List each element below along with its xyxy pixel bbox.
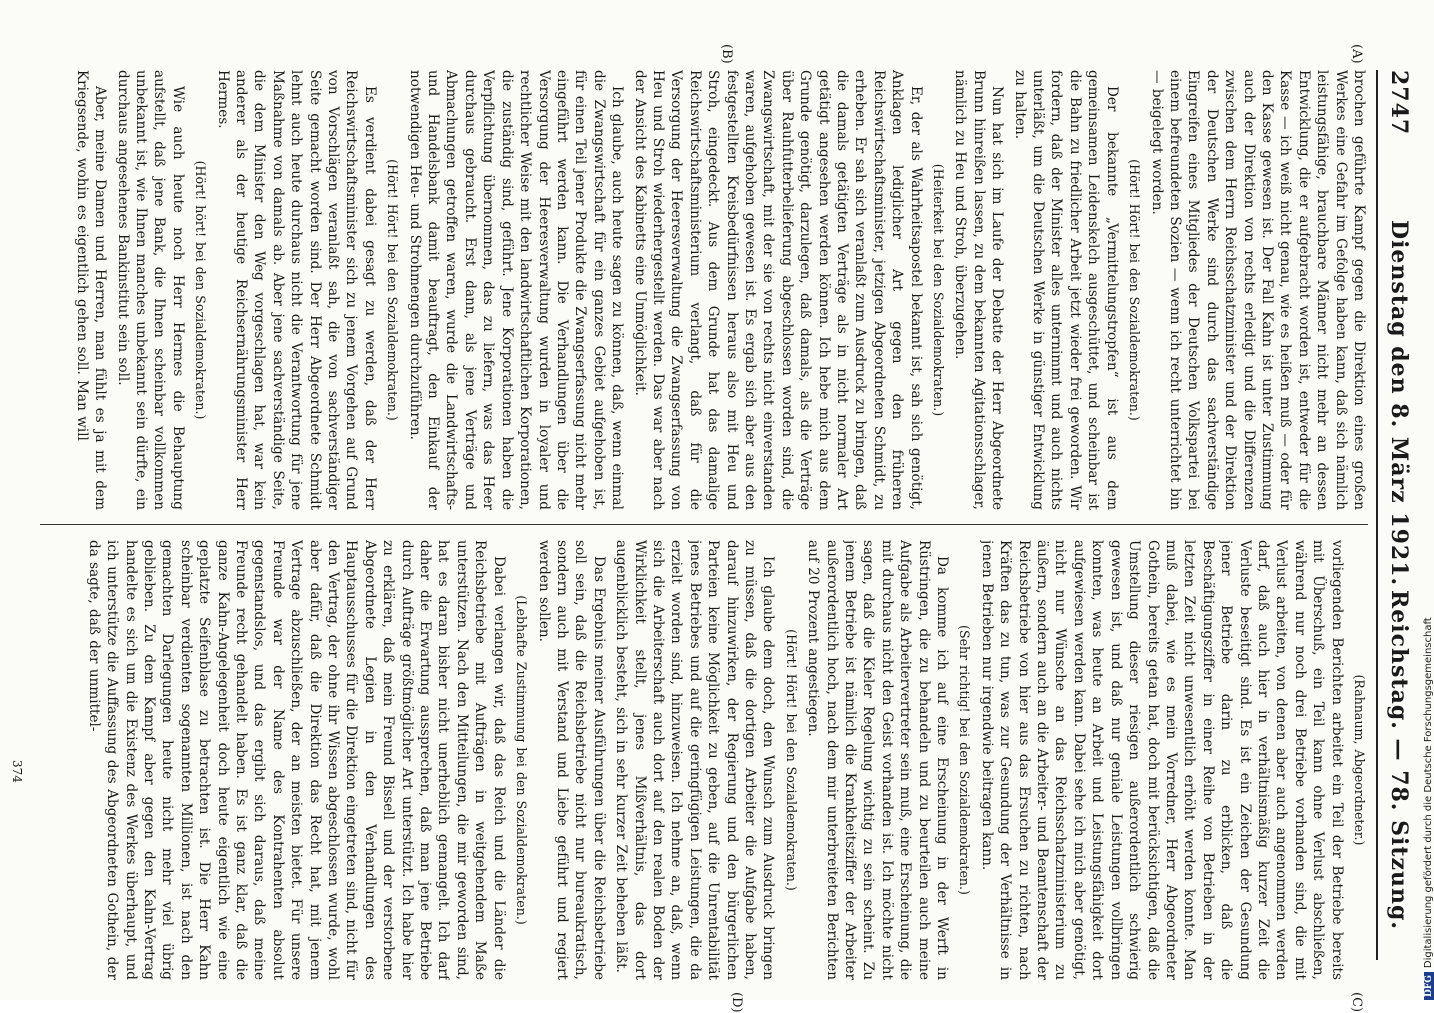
digitization-credit [1416,300,1434,1000]
speaker-label: (Rahnaum, Abgeordneter.) [1352,674,1367,846]
interjection: (Lebhafte Zustimmung bei den Sozialdemokraten.) [514,595,530,925]
header-title: Reichstag. — 78. Sitzung. [1386,590,1412,931]
interjection: (Sehr richtig! bei den Sozialdemokraten.) [957,625,973,895]
column-divider [40,524,1368,525]
dfg-logo-icon: DFG [1424,972,1434,1000]
column-second [30,540,1368,980]
paragraph: Ich glaube dem doch, den Wunsch zum Ausdruck bringen zu müssen, daß die dortigen Arbeiter die Aufgabe haben, darauf hinzuwirken, der Regierung und den bürgerlichen Parteien keine Möglichkeit zu geben, auf die Unrentabilität jenes Betriebes und auf die geringfügigen Leistungen, die da erzielt worden sind, hinzuweisen. Ich nehme an, daß, wenn sich die Arbeiterschaft auch dort auf den realen Boden der Wirklichkeit stellt, jenes Mißverhältnis, das dort augenblicklich besteht, sich in sehr kurzer Zeit beheben läßt. [613,540,777,980]
interjection: (Hört! Hört! bei den Sozialdemokraten.) [783,629,799,891]
paragraph: Nun hat sich im Laufe der Debatte der Herr Abgeordnete Brunn hinreißen lassen, zu dem bekannten Agitationsschlager, nämlich zu Heu und Stroh, überzugehen. [952,70,1006,510]
margin-marker-a: (A) [1349,44,1364,64]
interjection: (Hört! hört! bei den Sozialdemokraten.) [193,160,209,420]
paragraph: Da komme ich auf eine Erscheinung in der Werft in Rüstringen, die zu behandeln und zu beurteilen auch meine Aufgabe als Arbeitervertreter sein muß, eine Erscheinung, die mit durchaus nicht den Geist vorhanden ist. Ich möchte nicht sagen, daß die Kieler Regelung wichtig zu sein scheint. Zu jenem Betriebe ist nämlich die Krankheitsziffer der Arbeiter außerordentlich hoch, nach dem mir unterbreiteten Berichten auf 20 Prozent angestiegen. [805,540,951,980]
column-first [30,70,1368,510]
paragraph: Er, der als Wahrheitsapostel bekannt ist, sah sich genötigt, Anklagen lediglicher Art gegen den früheren Reichswirtschaftsminister, jetzigen Abgeordneten Schmidt, zu erheben. Er sah sich veranlaßt zum Ausdruck zu bringen, daß die damals getätigten Verträge als in nicht normaler Art getätigt angesehen werden können. Ich hebe mich aus dem Grunde genötigt, darzulegen, daß damals, als die Verträge über Rauhfutterbelieferung abgeschlossen worden sind, die Zwangswirtschaft, mit der sie von rechts nicht einverstanden waren, aufgehoben gewesen ist. Es ergab sich aber aus den festgestellten Kreisbedürfnissen heraus also mit Heu und Stroh, eingedeckt. Aus dem Grunde hat das damalige Reichswirtschaftsministerium verlangt, daß für die Versorgung der Heeresverwaltung die Zwangserfassung von Heu und Stroh wiederhergestellt werden. Das war aber nach der Ansicht des Kabinetts eine Unmöglichkeit. [631,70,924,510]
interjection: (Heiterkeit bei den Sozialdemokraten.) [931,163,947,417]
page-number-left: 2747 [1386,70,1412,136]
margin-marker-d: (D) [729,992,744,1013]
header-rule [1376,70,1378,960]
paragraph: Der bekannte „Vermittelungstropfen“ ist aus dem gemeinsamen Leidenskelch ausgeschüttet, und scheinbar ist die Bahn zu friedlicher Arbeit jetzt wieder frei geworden. Wir fordern, daß der Minister alles unternimmt und auch nichts unterläßt, um die Deutschen Werke in günstiger Entwicklung zu halten. [1011,70,1120,510]
margin-marker-b: (B) [719,44,734,64]
paragraph: Wie auch heute noch Herr Hermes die Behauptung aufstellt, daß jene Bank, die Ihnen scheinbar vollkommen unbekannt ist, wie Ihnen manches unbekannt sein dürfte, ein durchaus angesehenes Bankinstitut sein soll. [114,70,186,510]
header-date: Dienstag den 8. März 1921. [1386,220,1412,587]
paragraph: brochen geführte Kampf gegen die Direktion eines großen Werkes eine Gefahr im Gefolge haben kann, daß sich nämlich leistungsfähige, brauchbare Männer nicht mehr an dessen Entwicklung, die er aufgebracht worden ist, entweder für die Kasse — ich weiß nicht genau, wie es heißen muß — oder für den Kasse gewesen ist. Der Fall Kahn ist unter Zustimmung auch der Direktion von rechts erledigt und die Differenzen zwischen dem Herrn Reichsschatzminister und der Direktion der Deutschen Werke sind durch das sachverständige Eingreifen eines Mitgliedes der Deutschen Volkspartei bei einem befreundeten Sozien — wenn ich recht unterrichtet bin — beigelegt worden. [1148,70,1367,510]
paragraph: Dabei verlangen wir, daß das Reich und die Länder die Reichsbetriebe mit Aufträgen in weitgehendem Maße unterstützen. Nach den Mitteilungen, die mir geworden sind, hat es daran bisher nicht unerheblich gemangelt. Ich darf daher die Erwartung aussprechen, daß man jene Betriebe durch Aufträge größtmöglicher Art unterstützt. Ich habe hier zu erklären, daß mein Freund Bissell und der verstorbene Abgeordnete Legien in den Verhandlungen des Hauptausschusses für die Direktion eingetreten sind, nicht für den Vertrag, der ohne ihr Wissen abgeschlossen wurde, wohl aber dafür, daß die Direktion das Recht hat, mit jenem Vertrage abzuschließen, der an meisten bietet. Für unsere Freunde war der Name des Kontrahenten absolut gegenstandslos, und das ergibt sich daraus, daß meine Freunde recht gehandelt haben. Es ist ganz klar, daß die ganze Kahn-Angelegenheit doch heute eigentlich wie eine geplatzte Seifenblase zu betrachten ist. Die Herr Kahn scheinbar verdienten sogenannten Millionen, ist nach den gemachten Darlegungen heute nicht mehr viel übrig geblieben. Zu dem Kampf aber gegen den Kahn-Vertrag handelte es sich um die Existenz des Werkes überhaupt, und ich unterstütze die Auffassung des Abgeordneten Gothein, der da sagte, daß der unmittel- [85,540,507,980]
interjection: (Hört! Hört! bei den Sozialdemokraten.) [385,159,401,421]
footer-number: 374 [10,760,24,783]
interjection: (Hört! Hört! bei den Sozialdemokraten.) [1127,159,1143,421]
page-header [1382,70,1412,960]
paragraph: Ich glaube, auch heute sagen zu können, daß, wenn einmal die Zwangswirtschaft für ein ganzes Gebiet aufgehoben ist, für einen Teil jener Produkte die Zwangserfassung nicht mehr eingeführt werden kann. Die Verhandlungen über die Versorgung der Heeresverwaltung wurden in loyaler und rechtlicher Weise mit den landwirtschaftlichen Korporationen, die zuständig sind, geführt. Jene Korporationen haben die Verpflichtung übernommen, das zu liefern, was das Heer durchaus gebraucht. Erst dann, als jene Verträge und Abmachungen getroffen waren, wurde die Landwirtschafts- und Handelsbank damit beauftragt, den Einkauf der notwendigen Heu- und Strohmengen durchzuführen. [406,70,626,510]
credit-text: Digitalisierung gefördert durch die Deutsche Forschungsgemeinschaft [1423,617,1434,969]
paragraph: Das Ergebnis meiner Ausführungen über die Reichsbetriebe soll sein, daß die Reichsbetriebe nicht nur bureaukratisch, sondern auch mit Verstand und Liebe geführt und regiert werden sollen. [535,540,607,980]
paragraph: vorliegenden Berichten arbeitet ein Teil der Betriebe bereits mit Überschuß, ein Teil kann ohne Verlust abschließen, während nur noch drei Betriebe vorhanden sind, die mit Verlust arbeiten, von denen aber auch angenommen werden darf, daß auch hier in verhältnismäßig kurzer Zeit die Verluste beseitigt sind. Es ist ein Zeichen der Gesundung jener Betriebe darin zu erblicken, daß die Beschäftigungsziffer in einer Reihe von Betrieben in der letzten Zeit nicht unwesentlich erhöht werden konnte. Man muß dabei, wie es mein Vorredner, Herr Abgeordneter Gothein, bereits getan hat, doch mit berücksichtigen, daß die Umstellung dieser riesigen außerordentlich schwierig gewesen ist, und daß nur geniale Leistungen vollbringen konnten, was heute an Arbeit und Leistungsfähigkeit dort aufgewiesen werden kann. Dabei sehe ich mich aber genötigt, nicht nur Wünsche an das Reichsschatzministerium zu äußern, sondern auch an die Arbeiter- und Beamtenschaft der Reichsbetriebe von hier aus das Ersuchen zu richten, nach Kräften das zu tun, was zur Gesundung der Verhältnisse in jenen Betrieben nur irgendwie beitragen kann. [978,540,1345,980]
paragraph: Es verdient dabei gesagt zu werden, daß der Herr Reichswirtschaftsminister sich zu jenem Vorgehen auf Grund von Vorschlägen veranlaßt sah, die von sachverständiger Seite gemacht worden sind. Der Herr Abgeordnete Schmidt lehnt auch heute durchaus nicht die Verantwortung für jene Maßnahme von damals ab. Aber jene sachverständige Seite, die dem Minister den Weg vorgeschlagen hat, war kein anderer als der heutige Reichsernährungsminister Herr Hermes. [214,70,378,510]
margin-marker-c: (C) [1349,992,1364,1013]
paragraph: Aber, meine Damen und Herren, man fühlt es ja mit dem Kriegsende, wohin es eigentlich gehen soll. Man will [73,70,109,510]
